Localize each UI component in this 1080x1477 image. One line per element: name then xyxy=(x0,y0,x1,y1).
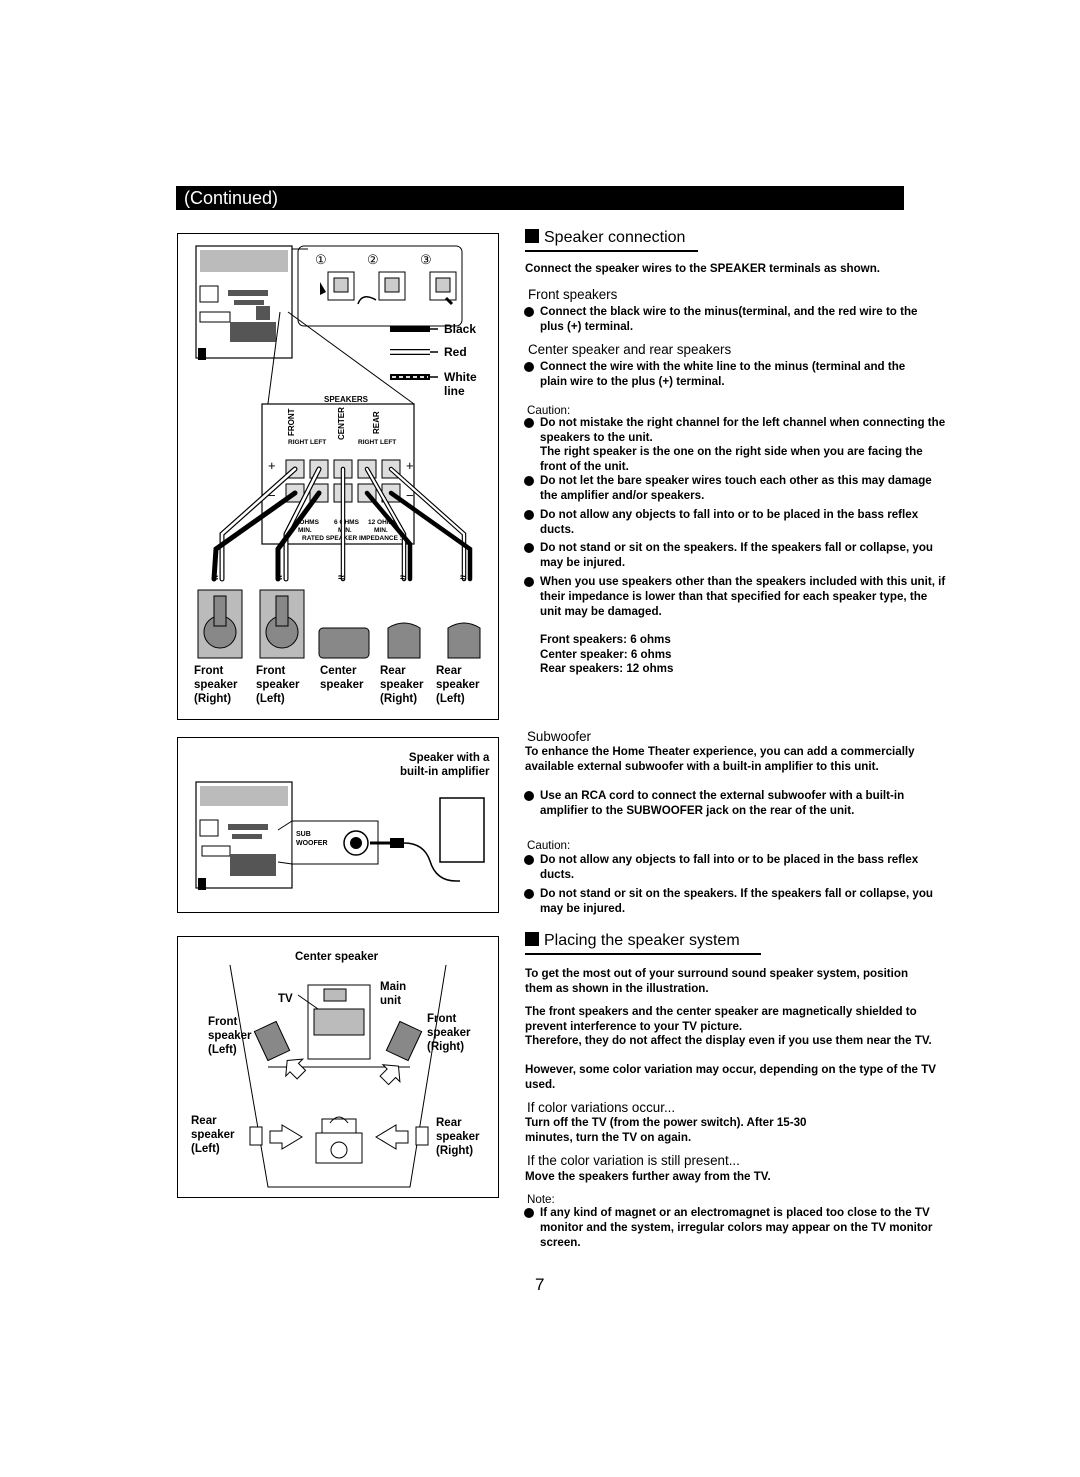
sub-woofer-label: SUB WOOFER xyxy=(296,831,328,847)
impedance-rear: Rear speakers: 12 ohms xyxy=(540,662,674,675)
step-1-label: ① xyxy=(315,252,327,267)
label-speaker-with-amp: Speaker with a built-in amplifier xyxy=(400,752,490,778)
svg-text:≈: ≈ xyxy=(400,572,407,584)
label-rear-right: Rear speaker (Right) xyxy=(436,1117,480,1157)
label-center: Center speaker xyxy=(320,665,364,691)
front-right-speaker-icon xyxy=(198,590,242,658)
subwoofer-caution-1: Do not allow any objects to fall into or to be placed in the bass reflex ducts. xyxy=(524,853,950,883)
banner-text: (Continued) xyxy=(184,188,279,208)
note-bullet: If any kind of magnet or an electromagnet is placed too close to the TV monitor and the system, irregular colors may appear on the TV monitor screen. xyxy=(524,1206,950,1250)
speaker-connection-intro: Connect the speaker wires to the SPEAKER terminals as shown. xyxy=(525,262,880,275)
caution-1-cont: The right speaker is the one on the right side when you are facing the front of the unit. xyxy=(540,445,923,473)
heading-underline xyxy=(525,250,698,252)
svg-text:≈: ≈ xyxy=(460,572,467,584)
svg-text:≈: ≈ xyxy=(212,572,219,584)
impedance-center: Center speaker: 6 ohms xyxy=(540,648,672,661)
front-right-speaker-icon xyxy=(386,1021,421,1060)
continued-banner xyxy=(176,186,904,210)
heading-text: Placing the speaker system xyxy=(544,932,740,949)
placing-p4: However, some color variation may occur, depending on the type of the TV used. xyxy=(525,1063,937,1091)
subwoofer-heading: Subwoofer xyxy=(527,729,592,744)
wire-red-label: Red xyxy=(444,345,467,359)
note-label: Note: xyxy=(527,1193,555,1206)
heading-text: Speaker connection xyxy=(544,229,686,246)
square-bullet-icon xyxy=(525,932,539,946)
speakers-title: SPEAKERS xyxy=(324,395,369,404)
label-front-right: Front speaker (Right) xyxy=(427,1013,471,1053)
subwoofer-bullet: Use an RCA cord to connect the external subwoofer with a built-in amplifier to the SUBWOOFER jack on the rear of the unit. xyxy=(524,789,950,819)
caution-2: Do not let the bare speaker wires touch each other as this may damage the amplifier and/or speakers. xyxy=(524,474,950,504)
impedance-front: Front speakers: 6 ohms xyxy=(540,633,671,646)
label-front-left: Front speaker (Left) xyxy=(208,1016,252,1056)
svg-text:≈: ≈ xyxy=(338,572,345,584)
front-speakers-bullet: Connect the black wire to the minus(terminal, and the red wire to the plus (+) terminal. xyxy=(524,305,924,335)
still-present-text: Move the speakers further away from the TV. xyxy=(525,1170,771,1183)
rear-left-speaker-icon xyxy=(448,623,480,658)
label-front-left: Front speaker (Left) xyxy=(256,665,300,705)
minus-right: − xyxy=(406,488,414,503)
svg-text:≈: ≈ xyxy=(276,572,283,584)
center-rear-heading: Center speaker and rear speakers xyxy=(528,342,732,357)
label-rear-left: Rear speaker (Left) xyxy=(191,1115,235,1155)
wire-black-label: Black xyxy=(444,322,477,336)
color-variations-text: Turn off the TV (from the power switch). After 15-30 minutes, turn the TV on again. xyxy=(525,1116,807,1144)
still-present-heading: If the color variation is still present... xyxy=(527,1153,740,1168)
wiring-illustration xyxy=(178,234,497,718)
subwoofer-diagram xyxy=(177,737,499,913)
front-speakers-heading: Front speakers xyxy=(528,287,618,302)
placing-p2: The front speakers and the center speaker are magnetically shielded to prevent interference to your TV picture. xyxy=(525,1005,917,1033)
center-vertical-label: CENTER xyxy=(337,407,346,440)
caution-label-2: Caution: xyxy=(527,839,571,852)
ohms-front: 6 OHMS MIN. xyxy=(294,519,319,534)
ohms-center: 6 OHMS MIN. xyxy=(334,519,359,534)
subwoofer-intro: To enhance the Home Theater experience, you can add a commercially available external subwoofer with a built-in amplifier to this unit. xyxy=(525,745,915,773)
front-left-speaker-icon xyxy=(254,1021,289,1060)
center-speaker-icon xyxy=(319,628,369,658)
caution-5: When you use speakers other than the speakers included with this unit, if their impedance is lower than that specified for each speaker type, the unit may be damaged. xyxy=(524,575,950,619)
placing-p3: Therefore, they do not affect the display even if you use them near the TV. xyxy=(525,1034,932,1047)
front-right-left: RIGHT LEFT xyxy=(288,439,327,446)
color-variations-heading: If color variations occur... xyxy=(527,1100,676,1115)
label-center-speaker: Center speaker xyxy=(295,951,379,963)
caution-3: Do not allow any objects to fall into or to be placed in the bass reflex ducts. xyxy=(524,508,950,538)
plus-right: + xyxy=(406,458,414,473)
front-vertical-label: FRONT xyxy=(287,408,296,436)
placing-p1: To get the most out of your surround sound speaker system, position them as shown in the illustration. xyxy=(525,967,909,995)
step-3-label: ③ xyxy=(420,252,432,267)
speaker-wiring-diagram xyxy=(177,233,499,720)
ohms-rear: 12 OHMS MIN. xyxy=(368,519,397,534)
caution-label-1: Caution: xyxy=(527,404,571,417)
label-rear-left: Rear speaker (Left) xyxy=(436,665,480,705)
subwoofer-caution-2: Do not stand or sit on the speakers. If the speakers fall or collapse, you may be injured. xyxy=(524,887,950,917)
label-main-unit: Main unit xyxy=(380,981,407,1007)
caution-4: Do not stand or sit on the speakers. If the speakers fall or collapse, you may be injured. xyxy=(524,541,950,571)
rated-impedance-label: RATED SPEAKER IMPEDANCE : xyxy=(302,535,402,542)
minus-left: − xyxy=(268,488,276,503)
rear-right-left: RIGHT LEFT xyxy=(358,439,397,446)
plus-left: + xyxy=(268,458,276,473)
label-rear-right: Rear speaker (Right) xyxy=(380,665,424,705)
step-2-label: ② xyxy=(367,252,379,267)
caution-1: Do not mistake the right channel for the left channel when connecting the speakers to the unit. xyxy=(524,416,950,446)
rear-vertical-label: REAR xyxy=(372,411,381,434)
placing-heading xyxy=(525,932,740,950)
page-number: 7 xyxy=(535,1275,545,1294)
label-tv: TV xyxy=(278,993,293,1005)
wire-white-label: White line xyxy=(444,370,477,398)
placement-diagram xyxy=(177,936,499,1198)
front-left-speaker-icon xyxy=(260,590,304,658)
heading-underline xyxy=(525,953,761,955)
rear-right-speaker-icon xyxy=(388,623,420,658)
center-rear-bullet: Connect the wire with the white line to the minus (terminal and the plain wire to the plus (+) terminal. xyxy=(524,360,924,390)
square-bullet-icon xyxy=(525,229,539,243)
speaker-connection-heading xyxy=(525,229,685,247)
label-front-right: Front speaker (Right) xyxy=(194,665,238,705)
